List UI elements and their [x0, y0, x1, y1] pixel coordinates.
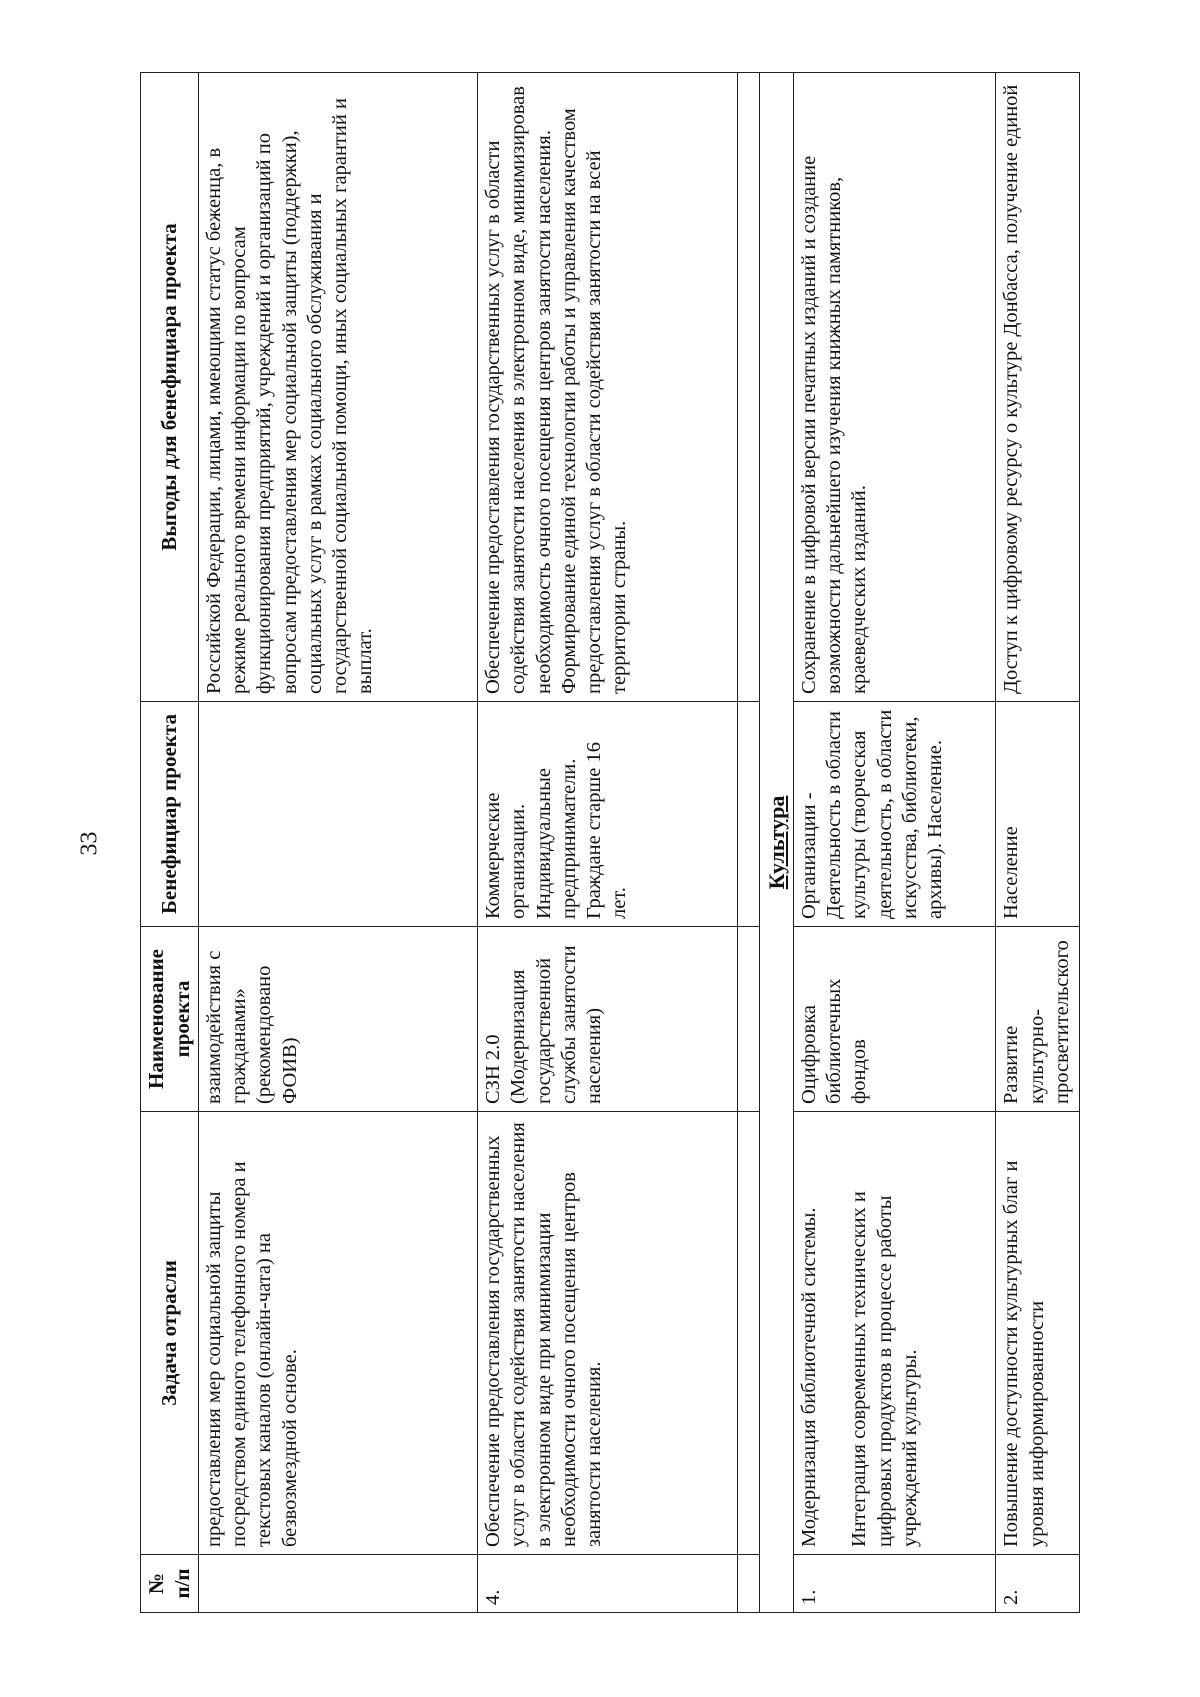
row-number: 4.	[478, 1555, 738, 1613]
section-row	[759, 73, 793, 1613]
header-task: Задача отрасли	[141, 1112, 199, 1555]
row-beneficiary	[199, 702, 478, 927]
row-number	[199, 1555, 478, 1613]
row-task: предоставления мер социальной защиты посредством единого телефонного номера и текстовых каналов (онлайн-чата) на безвозмездной основе.	[199, 1112, 478, 1555]
row-task: Повышение доступности культурных благ и уровня информированности	[996, 1112, 1080, 1555]
row-benefits: Доступ к цифровому ресурсу о культуре Донбасса, получение единой	[996, 73, 1080, 702]
section-title: Культура	[763, 795, 789, 890]
table-row	[996, 73, 1080, 1613]
row-benefits: Российской Федерации, лицами, имеющими статус беженца, в режиме реального времени информации по вопросам функционирования предприятий, учреждений и организаций по вопросам предоставления мер социальной защиты (поддержки), социальных услуг в рамках социального обслуживания и государственной социальной помощи, иных социальных гарантий и выплат.	[199, 73, 478, 702]
table-spacer-row	[738, 73, 759, 1613]
rotated-table-container	[140, 73, 1080, 1613]
row-beneficiary: Организации - Деятельность в области культуры (творческая деятельность, в области искусства, библиотеки, архивы). Население.	[793, 702, 995, 927]
row-task: Модернизация библиотечной системы. Интеграция современных технических и цифровых продуктов в процессе работы учреждений культуры.	[793, 1112, 995, 1555]
row-beneficiary: Население	[996, 702, 1080, 927]
table-header-row	[141, 73, 199, 1613]
header-project: Наименование проекта	[141, 927, 199, 1112]
row-project: Оцифровка библиотечных фондов	[793, 927, 995, 1112]
row-number: 2.	[996, 1555, 1080, 1613]
header-beneficiary: Бенефициар проекта	[141, 702, 199, 927]
table-row	[793, 73, 995, 1613]
row-task: Обеспечение предоставления государственных услуг в области содействия занятости населения в электронном виде при минимизации необходимости очного посещения центров занятости населения.	[478, 1112, 738, 1555]
row-project: СЗН 2.0 (Модернизация государственной службы занятости населения)	[478, 927, 738, 1112]
row-beneficiary: Коммерческие организации. Индивидуальные предприниматели. Граждане старше 16 лет.	[478, 702, 738, 927]
row-benefits: Обеспечение предоставления государственных услуг в области содействия занятости населения в электронном виде, минимизировав необходимость очного посещения центров занятости населения. Формирование единой технологии работы и управления качеством предоставления услуг в области содействия занятости на всей территории страны.	[478, 73, 738, 702]
row-benefits: Сохранение в цифровой версии печатных изданий и создание возможности дальнейшего изучения книжных памятников, краеведческих изданий.	[793, 73, 995, 702]
page-number: 33	[76, 831, 103, 856]
row-project: Развитие культурно-просветительского	[996, 927, 1080, 1112]
document-table	[140, 72, 1080, 1613]
row-number: 1.	[793, 1555, 995, 1613]
table-row	[199, 73, 478, 1613]
header-benefits: Выгоды для бенефициара проекта	[141, 73, 199, 702]
table-row	[478, 73, 738, 1613]
row-project: взаимодействия с гражданами» (рекомендовано ФОИВ)	[199, 927, 478, 1112]
header-number: № п/п	[141, 1555, 199, 1613]
